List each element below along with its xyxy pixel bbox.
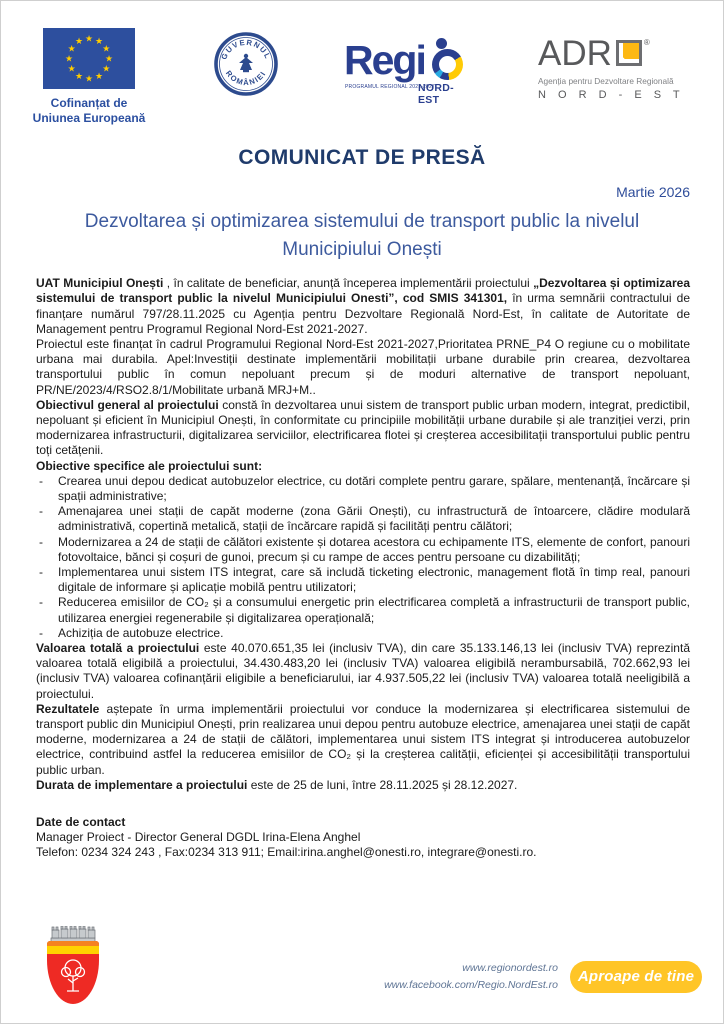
paragraph-announcement: UAT Municipiul Onești , în calitate de beneficiar, anunță începerea implementării proiectului „Dezvoltarea și optimizarea sistemului de transport public la nivelul Municipiului Onesti”, cod SMIS 341301, în urma semnării contractului de finanțare numărul 797/28.11.2025 cu Agenția pentru Dezvoltare Regională Nord-Est, în calitate de Autoritate de Management pentru Programul Regional Nord-Est 2021-2027. xyxy=(36,276,691,336)
aproape-de-tine-badge: Aproape de tine xyxy=(570,961,702,993)
date-label: Martie 2026 xyxy=(616,184,690,200)
adr-region-label: N O R D - E S T xyxy=(538,89,685,101)
svg-text:★: ★ xyxy=(84,34,94,45)
list-item: - Crearea unui depou dedicat autobuzelor electrice, cu dotări complete pentru garare, spălare, mentenanță, încărcare și spații administrative; xyxy=(36,474,690,504)
list-item: - Reducerea emisiilor de CO₂ și a consumului energetic prin electrificarea completă a infrastructurii de transport public, utilizarea energiei regenerabile și digitalizarea operațională; xyxy=(36,595,690,625)
svg-text:★: ★ xyxy=(102,64,111,75)
adr-registered-mark: ® xyxy=(643,38,650,47)
paragraph-financing: Proiectul este finanțat în cadrul Programului Regional Nord-Est 2021-2027,Prioritatea PRNE_P4 O regiune cu o mobilitate urbana mai durabila. Apel:Investiții destinate implementării mobilitații urbane durabile prin crearea, dezvoltarea transportului public în comun nepoluant precum și de moduri alternative de transport nepoluant, PR/NE/2023/4/RSO2.8/1/Mobilitate urbană MRJ+M.. xyxy=(36,336,690,397)
eu-caption-line1: Cofinanțat de xyxy=(50,96,128,110)
svg-text:★: ★ xyxy=(67,64,76,75)
shield-icon xyxy=(47,941,99,1004)
bullet-dash: - xyxy=(39,534,43,549)
svg-text:★: ★ xyxy=(94,37,104,48)
regio-swirl-icon xyxy=(432,49,463,80)
adr-square-icon xyxy=(616,40,642,66)
footer-links xyxy=(384,960,558,994)
list-item: - Achiziția de autobuze electrice. xyxy=(36,626,690,641)
svg-text:★: ★ xyxy=(84,74,94,85)
paragraph-total-value: Valoarea totală a proiectului este 40.070.651,35 lei (inclusiv TVA), din care 35.133.146,13 lei (inclusiv TVA) reprezintă valoarea totală eligibilă a proiectului, 34.430.483,20 lei (inclusiv TVA) valoarea eligibilă nerambursabilă, 702.662,93 lei (inclusiv TVA) valoarea cofinanțării eligibile a beneficiarului, iar 4.937.505,22 lei (inclusiv TVA) valoarea totală neeligibilă a proiectului. xyxy=(36,640,690,701)
adr-wordmark: ADR xyxy=(538,34,612,73)
mural-crown-icon xyxy=(50,926,96,942)
bullet-dash: - xyxy=(39,595,43,610)
svg-text:★: ★ xyxy=(102,44,111,55)
gov-seal-text-top: GUVERNUL xyxy=(219,37,273,61)
bullet-dash: - xyxy=(39,473,43,488)
bullet-dash: - xyxy=(39,564,43,579)
svg-text:★: ★ xyxy=(64,54,74,65)
adr-agency-label: Agenția pentru Dezvoltare Regională xyxy=(538,76,674,86)
gov-romania-seal-logo xyxy=(214,32,278,101)
svg-text:★: ★ xyxy=(67,44,76,55)
list-item: - Implementarea unui sistem ITS integrat, care să includă ticketing electronic, management flotă în timp real, panouri digitale de informare și aplicație mobilă pentru utilizatori; xyxy=(36,565,690,595)
body-text xyxy=(0,276,724,861)
header-logos xyxy=(0,0,724,126)
regio-wordmark: Regi xyxy=(344,37,425,83)
eu-caption-line2: Uniunea Europeană xyxy=(32,111,146,125)
adr-nordest-logo xyxy=(538,34,698,101)
paragraph-duration: Durata de implementare a proiectului este de 25 de luni, între 28.11.2025 și 28.12.2027. xyxy=(36,777,518,792)
paragraph-general-objective: Obiectivul general al proiectului constă în dezvoltarea unui sistem de transport public urban modern, integrat, predictibil, nepoluant și eficient în Municipiul Onești, în conformitate cu principiile mobilității urbane durabile și ale tranziției verzi, prin modernizarea infrastructurii, digitalizarea serviciilor, electrificarea flotei și creșterea accesibilitații transportului public pentru toți cetățenii. xyxy=(36,397,691,458)
regio-nordest-logo xyxy=(344,37,472,106)
objectives-heading: Obiective specifice ale proiectului sunt: xyxy=(36,458,263,473)
list-item: - Modernizarea a 24 de stații de călători existente și dotarea acestora cu echipamente ITS, elemente de confort, panouri fotovoltaice, bănci și coșuri de gunoi, precum și cu rampe de acces pentru persoane cu dizabilități; xyxy=(36,535,690,565)
gov-seal-icon xyxy=(214,32,278,96)
page-title: COMUNICAT DE PRESĂ xyxy=(238,146,486,169)
svg-text:★: ★ xyxy=(104,54,114,65)
website-link[interactable]: www.regionordest.ro xyxy=(462,962,558,974)
contact-phone-line: Telefon: 0234 324 243 , Fax:0234 313 911; Email:irina.anghel@onesti.ro, integrare@onesti.ro. xyxy=(36,845,537,860)
svg-text:★: ★ xyxy=(74,37,84,48)
paragraph-results: Rezultatele aștepate în urma implementării proiectului vor conduce la modernizarea și electrificarea sistemului de transport public din Municipiul Onești, prin realizarea unui depou pentru autobuze electrice, amenajarea unei stații de capăt moderne, modernizarea a 24 de stații de călători, implementarea unui sistem ITS integrat și introducerea autobuzelor electrice, contribuind astfel la reducerea emisiilor de CO₂ și la creșterea calității, eficienței și accesibilității transportului public urban. xyxy=(36,701,690,777)
svg-text:★: ★ xyxy=(74,71,84,82)
objectives-list xyxy=(36,474,690,641)
eu-flag-icon xyxy=(43,28,135,89)
bullet-dash: - xyxy=(39,504,43,519)
facebook-link[interactable]: www.facebook.com/Regio.NordEst.ro xyxy=(384,978,558,991)
regio-dot-icon xyxy=(436,38,447,49)
contact-manager-line: Manager Proiect - Director General DGDL Irina-Elena Anghel xyxy=(36,830,361,845)
regio-program-label: PROGRAMUL REGIONAL 2021-2027 xyxy=(345,84,435,90)
list-item: - Amenajarea unei stații de capăt moderne (zona Gării Onești), cu infrastructură de întoarcere, clădire modulară administrativă, copertină metalică, stații de încărcare rapidă și facilități pentru călători; xyxy=(36,504,690,534)
contact-heading: Date de contact xyxy=(36,815,126,829)
onesti-coat-of-arms xyxy=(46,926,100,1004)
gov-seal-text-bottom: ROMÂNIEI xyxy=(223,68,269,88)
eu-caption xyxy=(30,96,148,126)
footer-branding xyxy=(384,960,702,994)
project-title: Dezvoltarea și optimizarea sistemului de transport public la nivelul Municipiului Onești xyxy=(84,211,640,260)
svg-text:★: ★ xyxy=(94,71,104,82)
bullet-dash: - xyxy=(39,625,43,640)
eu-cofinance-logo xyxy=(30,28,148,126)
regio-region-label: NORD-EST xyxy=(418,82,454,106)
tree-icon xyxy=(58,957,88,997)
